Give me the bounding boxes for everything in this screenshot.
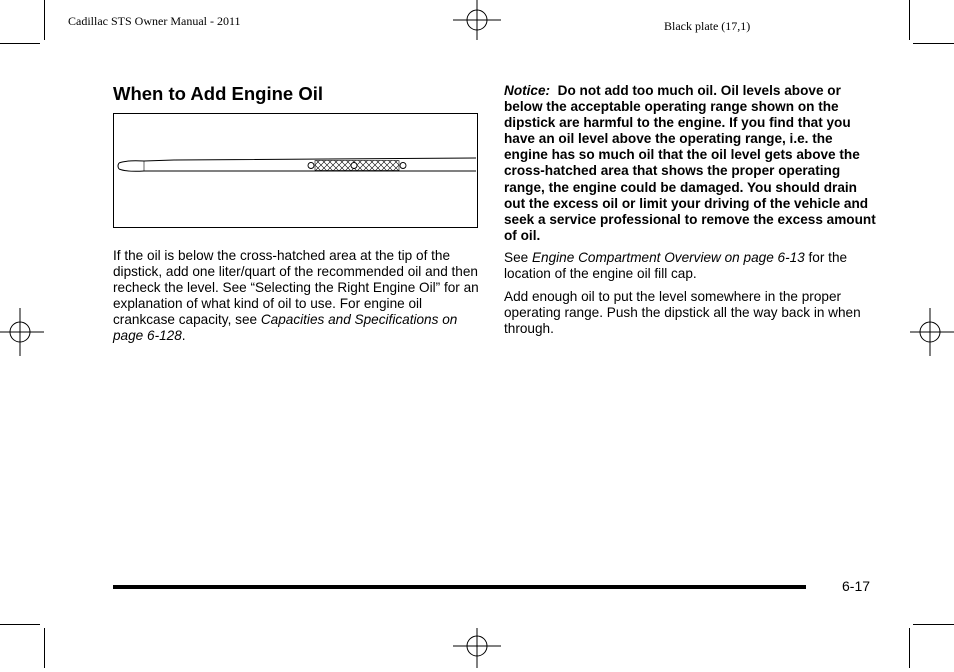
- plate-info: Black plate (17,1): [664, 19, 751, 33]
- footer-rule: [113, 585, 806, 589]
- crop-mark: [913, 624, 954, 625]
- registration-mark-icon: [0, 308, 48, 356]
- dipstick-figure: [113, 113, 478, 228]
- see-reference: [504, 250, 876, 282]
- see-prefix: See: [504, 250, 532, 265]
- notice-block: [504, 83, 876, 244]
- add-oil-instructions: [113, 248, 483, 345]
- crop-mark: [44, 628, 45, 668]
- crop-mark: [0, 624, 40, 625]
- notice-text: Do not add too much oil. Oil levels above or below the acceptable operating range shown on the dipstick are harmful to the engine. If you find that you have an oil level above the operating range, i.e. the engine has so much oil that the oil level gets above the cross-hatched area that shows the proper operating range, the engine could be damaged. You should drain out the excess oil or limit your driving of the vehicle and seek a service professional to remove the excess amount of oil.: [504, 83, 876, 243]
- crop-mark: [913, 43, 954, 44]
- registration-mark-icon: [453, 624, 501, 672]
- registration-mark-icon: [906, 308, 954, 356]
- crop-mark: [44, 0, 45, 40]
- crop-mark: [0, 43, 40, 44]
- capacities-link[interactable]: Capacities and Specifications on page 6-128: [113, 312, 458, 344]
- add-oil-paragraph: Add enough oil to put the level somewhere in the proper operating range. Push the dipstick all the way back in when through.: [504, 289, 861, 337]
- crop-mark: [909, 628, 910, 668]
- crop-mark: [909, 0, 910, 40]
- page-number: 6-17: [842, 578, 871, 594]
- registration-mark-icon: [453, 0, 501, 48]
- section-title: When to Add Engine Oil: [113, 83, 323, 104]
- notice-label: Notice:: [504, 83, 551, 98]
- instruction-end: .: [181, 328, 186, 344]
- engine-compartment-link[interactable]: Engine Compartment Overview on page 6-13: [531, 250, 805, 265]
- manual-title: Cadillac STS Owner Manual - 2011: [68, 14, 241, 28]
- see-suffix: for the location of the engine oil fill cap.: [504, 250, 848, 282]
- dipstick-illustration-icon: [114, 114, 476, 226]
- instruction-text: If the oil is below the cross-hatched area at the tip of the dipstick, add one liter/quart of the recommended oil and then recheck the level. See “Selecting the Right Engine Oil” for an explanation of what kind of oil to use. For engine oil crankcase capacity, see: [113, 248, 479, 328]
